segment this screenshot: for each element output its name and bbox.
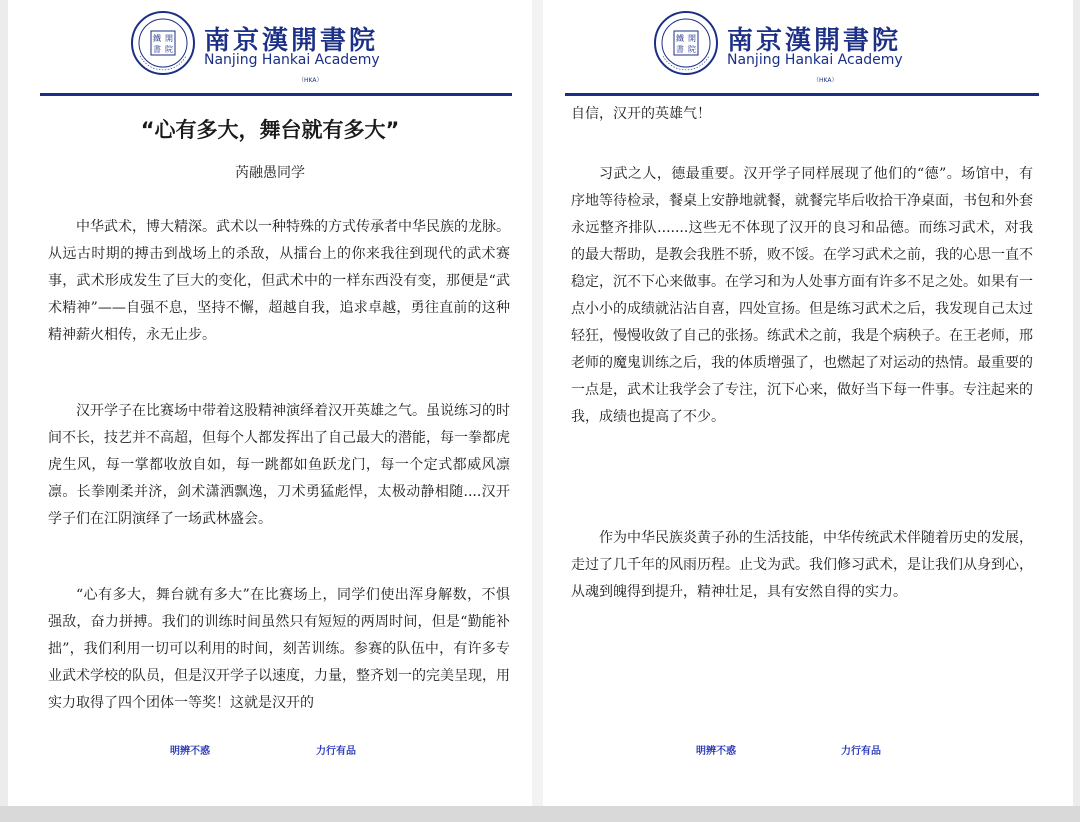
svg-text:書: 書: [676, 45, 684, 54]
footer-motto-left: 明辨不惑: [170, 746, 210, 757]
footer-motto-left: 明辨不惑: [696, 746, 736, 757]
document-page-right: [543, 0, 1073, 806]
school-abbreviation: （HKA）: [813, 77, 838, 84]
svg-text:開: 開: [688, 34, 696, 43]
paragraph: 中华武术，博大精深。武术以一种特殊的方式传承者中华民族的龙脉。从远古时期的搏击到战场上的杀敌，从擂台上的你来我往到现代的武术赛事，武术形成发生了巨大的变化，但武术中的一样东西没有变，那便是“武术精神”——自强不息，坚持不懈，超越自我，追求卓越，勇往直前的这种精神薪火相传，永无止步。: [48, 219, 510, 343]
paragraph: 作为中华民族炎黄子孙的生活技能，中华传统武术伴随着历史的发展，走过了几千年的风雨历程。止戈为武。我们修习武术，是让我们从身到心，从魂到魄得到提升，精神壮足，具有安然自得的实力。: [571, 530, 1033, 600]
school-abbreviation: （HKA）: [298, 77, 323, 84]
svg-text:院: 院: [165, 45, 173, 54]
viewer-bottom-strip: [0, 806, 1080, 822]
school-name-chinese: 南京漢開書院: [727, 26, 902, 56]
svg-text:院: 院: [688, 45, 696, 54]
paragraph: “心有多大，舞台就有多大”在比赛场上，同学们使出浑身解数，不惧强敌，奋力拼搏。我们的训练时间虽然只有短短的两周时间，但是“勤能补拙”，我们利用一切可以利用的时间，刻苦训练。参赛的队伍中，有许多专业武术学校的队员，但是汉开学子以速度，力量，整齐划一的完美呈现，用实力取得了四个团体一等奖！这就是汉开的: [48, 587, 510, 711]
svg-text:開: 開: [165, 34, 173, 43]
school-name-english: Nanjing Hankai Academy: [727, 52, 903, 68]
school-name-chinese: 南京漢開書院: [204, 26, 379, 56]
academy-seal-logo: [130, 10, 196, 76]
svg-text:書: 書: [153, 45, 161, 54]
paragraph: 汉开学子在比赛场中带着这股精神演绎着汉开英雄之气。虽说练习的时间不长，技艺并不高超，但每个人都发挥出了自己最大的潜能，每一拳都虎虎生风，每一掌都收放自如，每一跳都如鱼跃龙门，每一个定式都威风凛凛。长拳刚柔并济，剑术潇洒飘逸，刀术勇猛彪悍，太极动静相随....汉开学子们在江阴演绎了一场武林盛会。: [48, 403, 510, 527]
page-gutter: [532, 0, 543, 806]
paragraph: 习武之人，德最重要。汉开学子同样展现了他们的“德”。场馆中，有序地等待检录，餐桌上安静地就餐，就餐完毕后收拾干净桌面，书包和外套永远整齐排队.......这些无不体现了汉开的良习和品德。而练习武术，对我的最大帮助，是教会我胜不骄，败不馁。在学习武术之前，我的心思一直不稳定，沉不下心来做事。在学习和为人处事方面有许多不足之处。如果有一点小小的成绩就沾沾自喜，四处宣扬。但是练习武术之后，我发现自己太过轻狂，慢慢收敛了自己的张扬。练武术之前，我是个病秧子。在王老师，邢老师的魔鬼训练之后，我的体质增强了，也燃起了对运动的热情。最重要的一点是，武术让我学会了专注，沉下心来，做好当下每一件事。专注起来的我，成绩也提高了不少。: [571, 166, 1033, 425]
footer-motto-right: 力行有品: [841, 746, 881, 757]
paragraph-continuation: 自信，汉开的英雄气！: [571, 106, 711, 122]
svg-text:鐵: 鐵: [153, 34, 161, 43]
school-name-english: Nanjing Hankai Academy: [204, 52, 380, 68]
article-title: “心有多大，舞台就有多大”: [140, 118, 400, 142]
footer-motto-right: 力行有品: [316, 746, 356, 757]
document-page-left: [8, 0, 532, 806]
header-rule: [565, 93, 1039, 96]
article-author: 芮融愚同学: [235, 165, 305, 181]
page-header: [543, 8, 1073, 88]
academy-seal-logo: [653, 10, 719, 76]
header-rule: [40, 93, 512, 96]
page-header: [8, 8, 532, 88]
svg-text:鐵: 鐵: [676, 34, 684, 43]
